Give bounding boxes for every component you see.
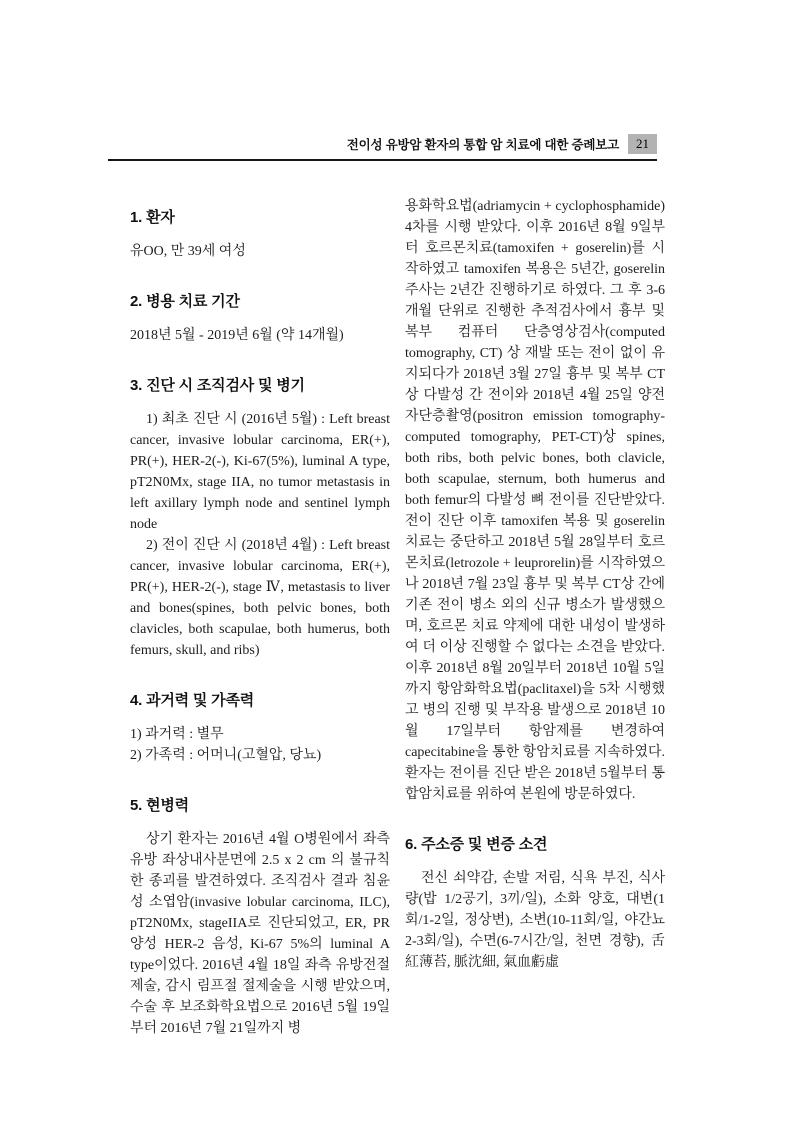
section-3-heading: 3. 진단 시 조직검사 및 병기 [130, 377, 305, 394]
page-number-badge: 21 [628, 134, 657, 154]
section-3-item-2: 2) 전이 진단 시 (2018년 4월) : Left breast cancer, invasive lobular carcinoma, ER(+), PR(+), HER-2(-), stage Ⅳ, metastasis to liver and bones(spines, both pelvic bones, both clavicles, both scapulae, both humerus, both femurs, skull, and ribs) [130, 538, 390, 658]
running-title: 전이성 유방암 환자의 통합 암 치료에 대한 증례보고 [346, 138, 619, 152]
section-2-body: 2018년 5월 - 2019년 6월 (약 14개월) [130, 328, 344, 343]
section-1-body: 유OO, 만 39세 여성 [130, 244, 246, 259]
section-5-body: 상기 환자는 2016년 4월 O병원에서 좌측 유방 좌상내사분면에 2.5 x 2 cm 의 불규칙한 종괴를 발견하였다. 조직검사 결과 침윤성 소엽암(invasive lobular carcinoma, ILC), pT2N0Mx, stageIIA로 진단되었고, ER, PR 양성 HER-2 음성, Ki-67 5%의 luminal A type이었다. 2016년 4월 18일 좌측 유방전절제술, 감시 림프절 절제술을 시행 받았으며, 수술 후 보조화학요법으로 2016년 5월 19일부터 2016년 7월 21일까지 병 [130, 832, 390, 1036]
section-1-heading: 1. 환자 [130, 209, 175, 226]
section-3-item-1: 1) 최초 진단 시 (2016년 5월) : Left breast cancer, invasive lobular carcinoma, ER(+), PR(+), HER-2(-), Ki-67(5%), luminal A type, pT2N0Mx, stage IIA, no tumor metastasis in left axillary lymph node and sentinel lymph node [130, 412, 390, 532]
section-5-heading: 5. 현병력 [130, 797, 189, 814]
section-6-heading: 6. 주소증 및 변증 소견 [405, 836, 548, 853]
left-column [130, 196, 390, 1039]
running-header [108, 134, 657, 161]
two-column-body [130, 196, 665, 1039]
right-column [405, 196, 665, 1039]
section-6-body: 전신 쇠약감, 손발 저림, 식욕 부진, 식사량(밥 1/2공기, 3끼/일), 소화 양호, 대변(1회/1-2일, 정상변), 소변(10-11회/일, 야간뇨 2-3회/일), 수면(6-7시간/일, 천면 경향), 舌紅薄苔, 脈沈細, 氣血虧虛 [405, 871, 665, 970]
section-5-body-continuation: 용화학요법(adriamycin + cyclophosphamide) 4차를 시행 받았다. 이후 2016년 8월 9일부터 호르몬치료(tamoxifen + goserelin)를 시작하였고 tamoxifen 복용은 5년간, goserelin 주사는 2년간 진행하기로 하였다. 그 후 3-6개월 단위로 진행한 추적검사에서 흉부 및 복부 컴퓨터 단층영상검사(computed tomography, CT) 상 재발 또는 전이 없이 유지되다가 2018년 3월 27일 흉부 및 복부 CT상 다발성 간 전이와 2018년 4월 25일 양전자단층촬영(positron emission tomography-computed tomography, PET-CT)상 spines, both ribs, both pelvic bones, both clavicle, both scapulae, sternum, both humerus and both femur의 다발성 뼈 전이를 진단받았다. 전이 진단 이후 tamoxifen 복용 및 goserelin 치료는 중단하고 2018년 5월 28일부터 호르몬치료(letrozole + leuprorelin)를 시작하였으나 2018년 7월 23일 흉부 및 복부 CT상 간에 기존 전이 병소 외의 신규 병소가 발생했으며, 호르몬 치료 약제에 대한 내성이 발생하여 더 이상 진행할 수 없다는 소견을 받았다. 이후 2018년 8월 20일부터 2018년 10월 5일까지 항암화학요법(paclitaxel)을 5차 시행했고 병의 진행 및 부작용 발생으로 2018년 10월 17일부터 항암제를 변경하여 capecitabine을 통한 항암치료를 지속하였다. 환자는 전이를 진단 받은 2018년 5월부터 통합암치료를 위하여 본원에 방문하였다. [405, 199, 665, 802]
section-4-item-2: 2) 가족력 : 어머니(고혈압, 당뇨) [130, 748, 322, 763]
section-2-heading: 2. 병용 치료 기간 [130, 293, 240, 310]
section-4-item-1: 1) 과거력 : 별무 [130, 727, 224, 742]
section-4-heading: 4. 과거력 및 가족력 [130, 692, 255, 709]
